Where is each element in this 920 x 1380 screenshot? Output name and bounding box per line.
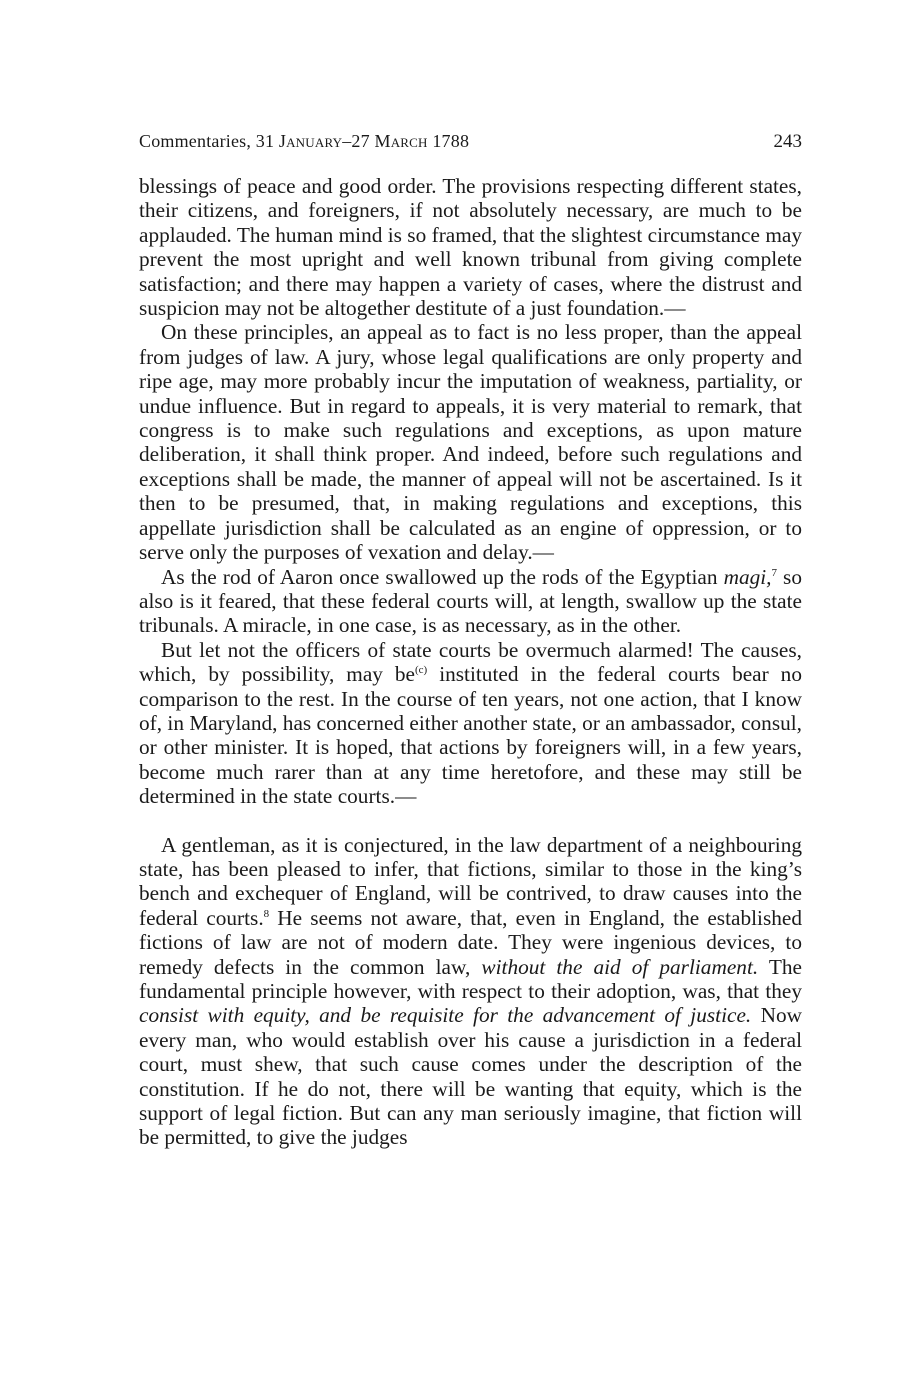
body-text [139, 174, 802, 1150]
paragraph-4: But let not the officers of state courts be overmuch alarmed! The causes, which, by possibility, may $be^{(c)}$ instituted in the federal courts bear no comparison to the rest. In the course of ten years, not one action, that I know of, in Maryland, has concerned either another state, or an ambassador, consul, or other minister. It is hoped, that actions by foreigners will, in a few years, become much rarer than at any time heretofore, and these may still be determined in the state courts.— [139, 637, 802, 809]
paragraph-5: A gentleman, as it is conjectured, in the law department of a neighbouring state, has been pleased to infer, that fictions, similar to those in the king’s bench and exchequer of England, will be contrived, to draw causes into the federal courts.$^8$ He seems not aware, that, even in England, the established fictions of law are not of modern date. They were ingenious devices, to remedy defects in the common law, without the aid of parliament. The fundamental principle however, with respect to their adoption, was, that they consist with equity, and be requisite for the advancement of justice. Now every man, who would establish over his cause a jurisdiction in a federal court, must shew, that such cause comes under the description of the constitution. If he do not, there will be wanting that equity, which is the support of legal fiction. But can any man seriously imagine, that fiction will be permitted, to give the judges [139, 832, 802, 1150]
running-title: Commentaries, 31 January–27 March 1788 [139, 131, 470, 151]
paragraph-3: As the rod of Aaron once swallowed up the rods of the Egyptian magi,$^7$ so also is it feared, that these federal courts will, at length, swallow up the state tribunals. A miracle, in one case, is as necessary, as in the other. [139, 564, 802, 638]
italic-equity: consist with equity, and be requisite for the advancement of justice. [139, 1003, 752, 1028]
footnote-ref-c[interactable]: (c) [415, 664, 428, 677]
footnote-ref-7[interactable]: 7 [771, 566, 777, 579]
paragraph-2: On these principles, an appeal as to fact is no less proper, than the appeal from judges of law. A jury, whose legal qualifications are only property and ripe age, may more probably incur the imputation of weakness, partiality, or undue influence. But in regard to appeals, it is very material to remark, that congress is to make such regulations and exceptions, as upon mature deliberation, it shall think proper. And indeed, before such regulations and exceptions shall be made, the manner of appeal will not be ascertained. Is it then to be presumed, that, in making regulations and exceptions, this appellate jurisdiction shall be calculated as an engine of oppression, or to serve only the purposes of vexation and delay.— [139, 320, 802, 565]
page [139, 128, 802, 1150]
footnote-ref-8[interactable]: 8 [263, 907, 270, 920]
italic-parliament: without the aid of parliament. [481, 954, 759, 979]
page-number: 243 [773, 131, 802, 152]
paragraph-1: blessings of peace and good order. The provisions respecting different states, their citizens, and foreigners, if not absolutely necessary, are much to be applauded. The human mind is so framed, that the slightest circumstance may prevent the most upright and well known tribunal from giving complete satisfaction; and there may happen a variety of cases, where the distrust and suspicion may not be altogether destitute of a just foundation.— [139, 174, 802, 321]
running-head [139, 128, 802, 154]
italic-magi: magi, [723, 564, 772, 589]
